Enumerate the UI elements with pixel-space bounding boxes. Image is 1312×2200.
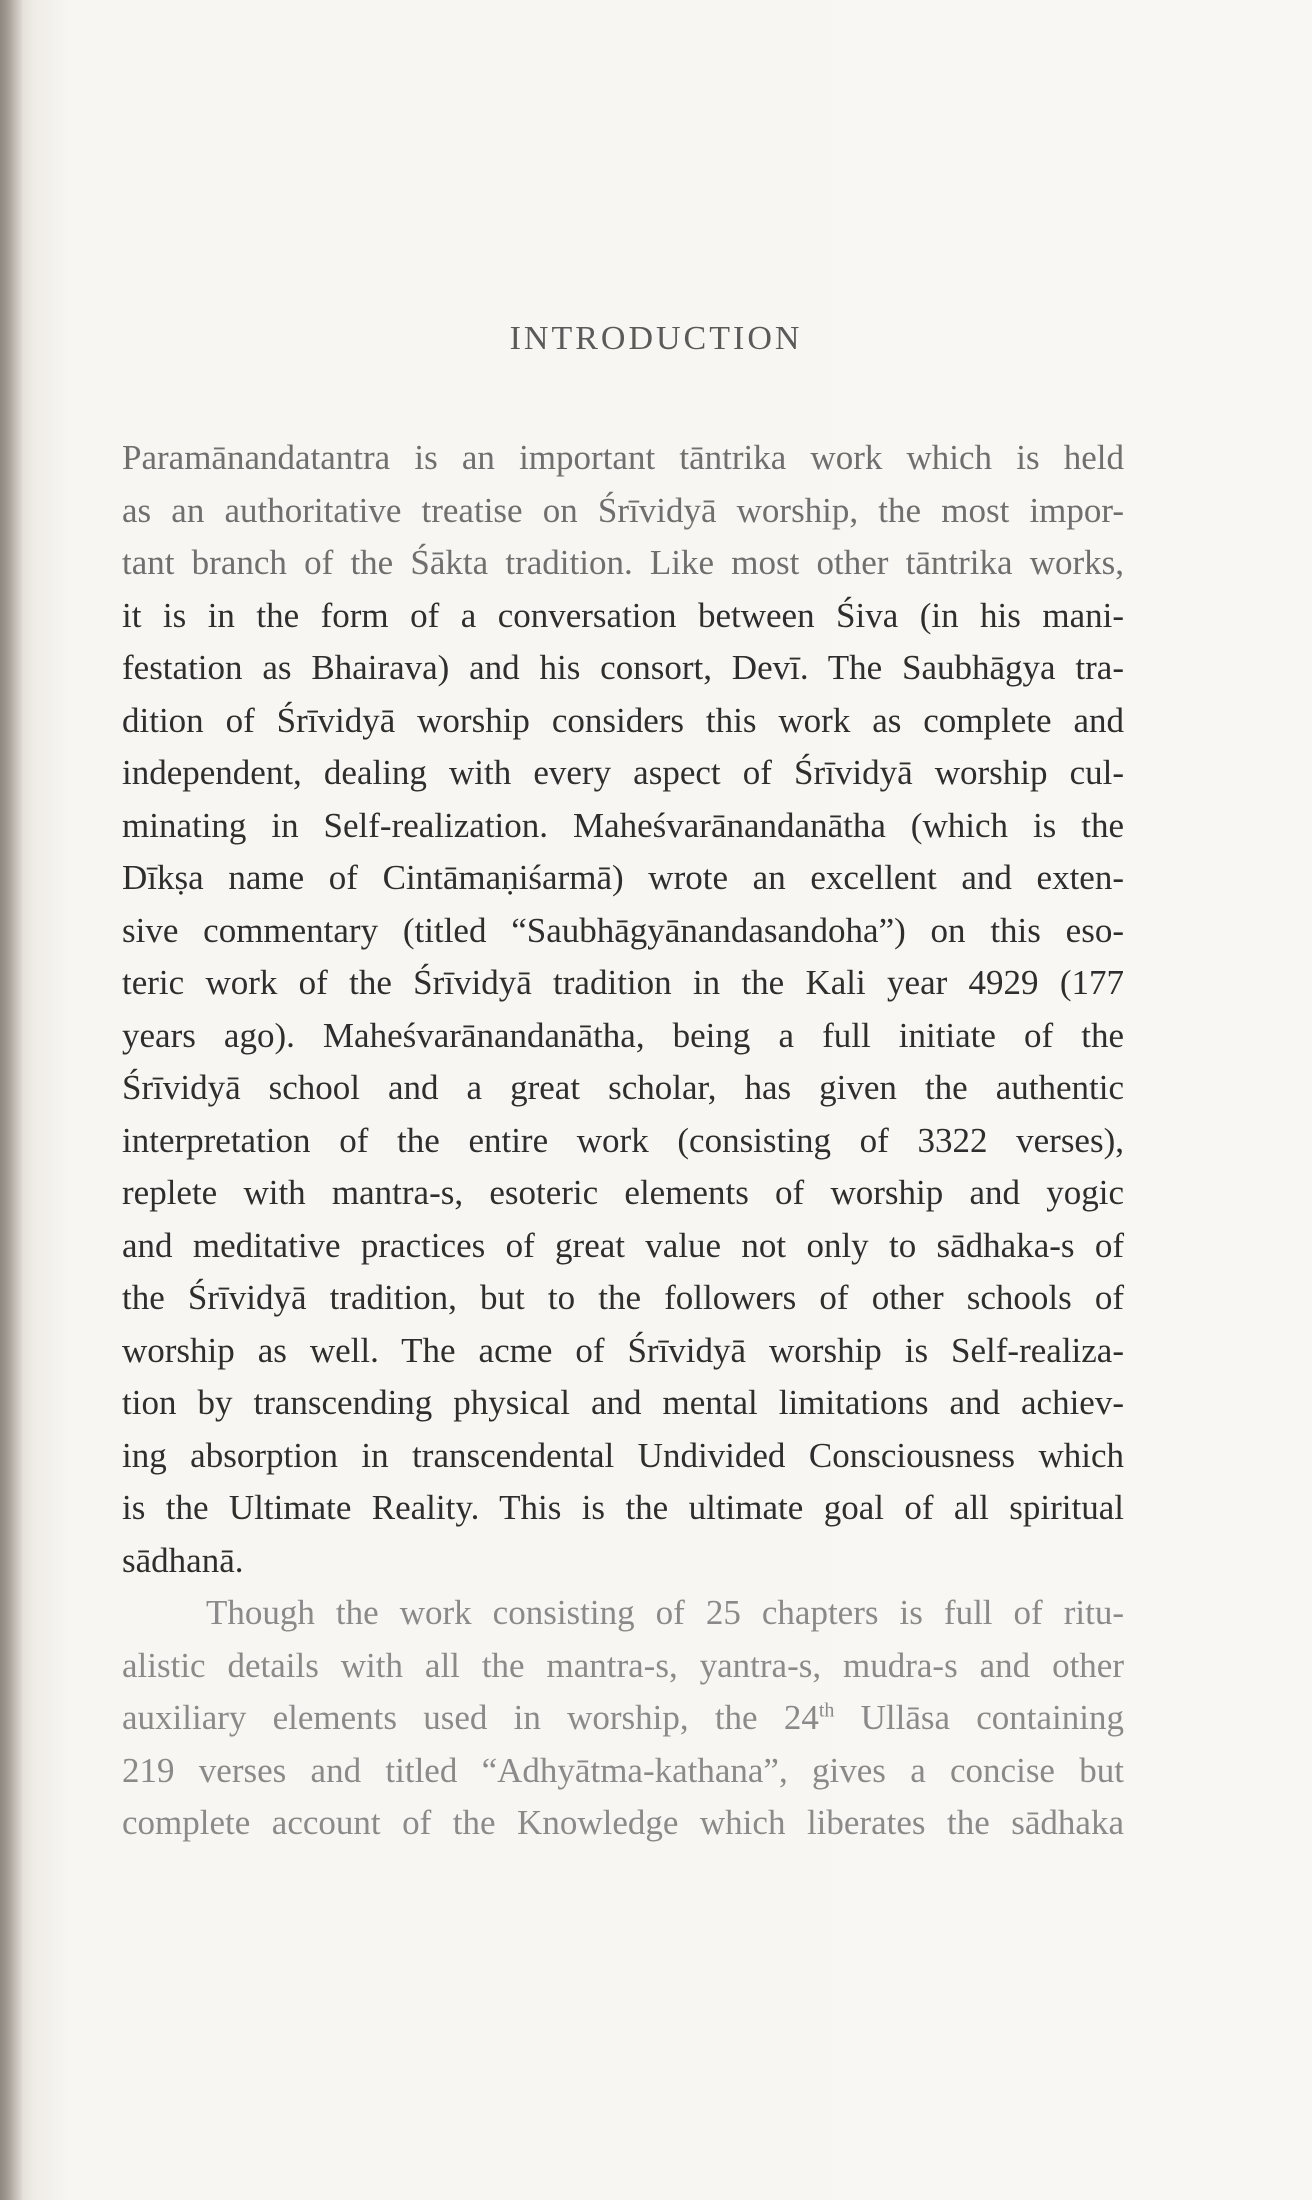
ordinal-suffix: th — [818, 1699, 835, 1722]
text-line: it is in the form of a conversation between Śiva (in his mani- — [122, 595, 1124, 635]
text-line: years ago). Maheśvarānandanātha, being a full initiate of the — [122, 1015, 1124, 1055]
text-line: sādhanā. — [122, 1540, 244, 1580]
text-line: Dīkṣa name of Cintāmaṇiśarmā) wrote an excellent and exten- — [122, 858, 1124, 897]
text-line: interpretation of the entire work (consisting of 3322 verses), — [122, 1120, 1124, 1160]
text-line: and meditative practices of great value not only to sādhaka-s of — [122, 1225, 1124, 1265]
text-line: 219 verses and titled “Adhyātma-kathana”, gives a concise but — [122, 1750, 1124, 1790]
text-line: worship as well. The acme of Śrīvidyā worship is Self-realiza- — [122, 1330, 1124, 1370]
text-line: teric work of the Śrīvidyā tradition in the Kali year 4929 (177 — [122, 963, 1124, 1002]
text-line: Śrīvidyā school and a great scholar, has given the authentic — [122, 1068, 1124, 1107]
text-line: ing absorption in transcendental Undivided Consciousness which — [122, 1435, 1124, 1475]
text-line: complete account of the Knowledge which liberates the sādhaka — [122, 1803, 1124, 1842]
text-line: dition of Śrīvidyā worship considers this work as complete and — [122, 700, 1124, 740]
text-line: alistic details with all the mantra-s, yantra-s, mudra-s and other — [122, 1645, 1124, 1685]
text-line: sive commentary (titled “Saubhāgyānandasandoha”) on this eso- — [122, 910, 1124, 950]
text-line: is the Ultimate Reality. This is the ultimate goal of all spiritual — [122, 1488, 1124, 1527]
text-line: the Śrīvidyā tradition, but to the followers of other schools of — [122, 1278, 1124, 1317]
chapter-heading: INTRODUCTION — [509, 320, 803, 357]
text-line: Though the work consisting of 25 chapters is full of ritu- — [206, 1593, 1124, 1632]
introduction-text — [122, 432, 1124, 1850]
text-line: replete with mantra-s, esoteric elements of worship and yogic — [122, 1173, 1124, 1212]
text-segment: auxiliary elements used in worship, the 24 — [122, 1698, 819, 1737]
text-segment: Ullāsa containing — [834, 1698, 1124, 1737]
text-line: Paramānandatantra is an important tāntrika work which is held — [122, 438, 1124, 477]
text-line: festation as Bhairava) and his consort, Devī. The Saubhāgya tra- — [122, 648, 1124, 687]
text-line: tion by transcending physical and mental limitations and achiev- — [122, 1383, 1124, 1422]
text-line: tant branch of the Śākta tradition. Like most other tāntrika works, — [122, 543, 1124, 582]
text-line: independent, dealing with every aspect of Śrīvidyā worship cul- — [122, 753, 1124, 792]
text-line: as an authoritative treatise on Śrīvidyā worship, the most impor- — [122, 490, 1124, 530]
text-line — [122, 1692, 1124, 1745]
text-line: minating in Self-realization. Maheśvarānandanātha (which is the — [122, 805, 1124, 845]
